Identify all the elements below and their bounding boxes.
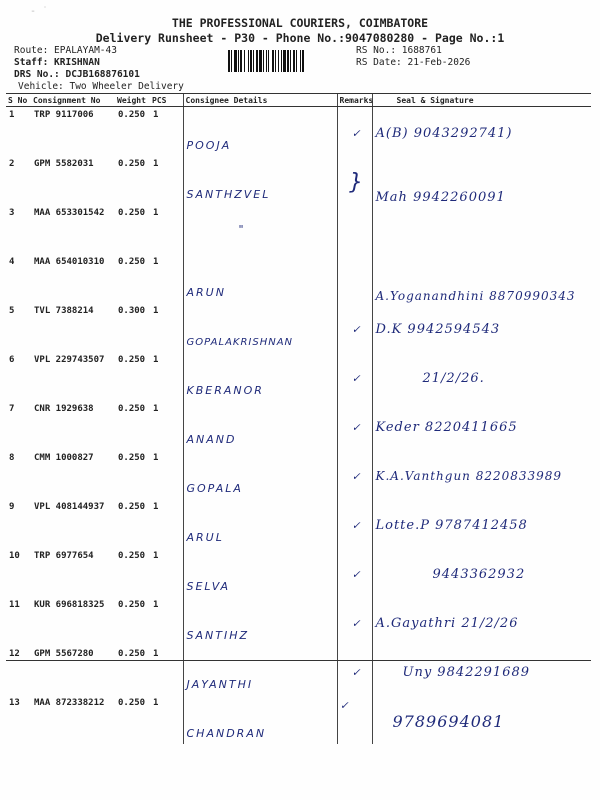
row-signature: D.K 9942594543	[375, 321, 501, 337]
row-weight: 0.250	[118, 110, 146, 120]
scan-mark: - ˙	[30, 6, 49, 17]
row-remark: ✓	[352, 616, 360, 630]
row-consignment: TRP 6977654	[34, 551, 94, 561]
row-sno: 11	[9, 600, 20, 610]
barcode-bar	[275, 50, 276, 72]
staff-label: Staff: KRISHNAN	[14, 57, 100, 68]
row-signature: Lotte.P 9787412458	[375, 517, 528, 533]
row-remark: ✓	[352, 371, 360, 385]
rs-date: RS Date: 21-Feb-2026	[356, 57, 471, 68]
row-sno: 7	[9, 404, 15, 414]
row-pcs: 1	[153, 698, 159, 708]
row-weight: 0.250	[118, 404, 146, 414]
row-pcs: 1	[153, 404, 159, 414]
row-signature: K.A.Vanthgun 8220833989	[375, 469, 563, 483]
barcode-bar	[278, 50, 279, 72]
row-remark: ✓	[352, 420, 360, 434]
row-consignee: ANAND	[186, 433, 237, 446]
row-remark: ✓	[352, 322, 360, 336]
row-weight: 0.250	[118, 453, 146, 463]
row-pcs: 1	[153, 355, 159, 365]
row-consignment: CMM 1000827	[34, 453, 94, 463]
runsheet-table	[6, 93, 591, 744]
row-sno: 1	[9, 110, 15, 120]
table-row	[6, 156, 591, 205]
col-weight: Weight	[115, 94, 150, 107]
table-row	[6, 352, 591, 401]
row-consignment: TRP 9117006	[34, 110, 94, 120]
row-consignee: ARUN	[186, 286, 226, 299]
row-signature: Uny 9842291689	[402, 664, 531, 680]
table-row	[6, 107, 591, 157]
barcode-bar	[296, 50, 297, 72]
row-consignment: GPM 5582031	[34, 159, 94, 169]
row-sno: 2	[9, 159, 15, 169]
barcode-bar	[238, 50, 239, 72]
row-consignment: VPL 408144937	[34, 502, 105, 512]
row-weight: 0.250	[118, 698, 146, 708]
row-remark: ✓	[340, 698, 348, 712]
barcode-bar	[248, 50, 249, 72]
barcode-bar	[240, 50, 242, 72]
barcode-bar	[244, 50, 245, 72]
row-consignment: KUR 696818325	[34, 600, 105, 610]
row-weight: 0.250	[118, 208, 146, 218]
row-pcs: 1	[153, 551, 159, 561]
barcode-bar	[302, 50, 304, 72]
barcode	[228, 50, 350, 72]
row-signature: A(B) 9043292741)	[375, 125, 513, 141]
barcode-bar	[266, 50, 267, 72]
barcode-bar	[300, 50, 301, 72]
table-row	[6, 254, 591, 303]
row-pcs: 1	[153, 600, 159, 610]
row-pcs: 1	[153, 502, 159, 512]
row-consignee: JAYANTHI	[186, 678, 254, 691]
table-row	[6, 646, 591, 695]
row-remark: ✓	[352, 567, 360, 581]
row-sno: 9	[9, 502, 15, 512]
company-title: THE PROFESSIONAL COURIERS, COIMBATORE	[171, 16, 429, 30]
row-consignment: VPL 229743507	[34, 355, 105, 365]
row-pcs: 1	[153, 649, 159, 659]
row-consignment: GPM 5567280	[34, 649, 94, 659]
col-sno: S No	[6, 94, 31, 107]
row-signature: 9789694081	[392, 711, 505, 731]
row-sno: 6	[9, 355, 15, 365]
rs-number: RS No.: 1688761	[356, 45, 442, 56]
drs-label: DRS No.: DCJB168876101	[14, 69, 140, 80]
row-sno: 10	[9, 551, 20, 561]
barcode-bar	[234, 50, 237, 72]
row-signature: A.Yoganandhini 8870990343	[375, 289, 576, 303]
row-pcs: 1	[153, 208, 159, 218]
table-row	[6, 303, 591, 352]
barcode-bar	[259, 50, 262, 72]
barcode-bar	[287, 50, 289, 72]
row-consignment: MAA 654010310	[34, 257, 105, 267]
row-weight: 0.300	[118, 306, 146, 316]
col-consignment: Consignment No	[31, 94, 115, 107]
col-pcs: PCS	[150, 94, 183, 107]
row-weight: 0.250	[118, 600, 146, 610]
table-row	[6, 548, 591, 597]
row-sno: 13	[9, 698, 20, 708]
row-consignment: CNR 1929638	[34, 404, 94, 414]
row-signature: 9443362932	[432, 566, 526, 582]
row-consignee: "	[238, 222, 246, 236]
row-pcs: 1	[153, 110, 159, 120]
row-remark: ✓	[352, 469, 360, 483]
barcode-bar	[263, 50, 264, 72]
row-weight: 0.250	[118, 355, 146, 365]
row-sno: 5	[9, 306, 15, 316]
row-signature: Mah 9942260091	[375, 190, 506, 205]
barcode-bar	[228, 50, 230, 72]
row-consignee: POOJA	[186, 139, 232, 152]
table-row	[6, 401, 591, 450]
barcode-bar	[293, 50, 295, 72]
row-signature: 21/2/26.	[422, 370, 485, 386]
row-consignment: MAA 653301542	[34, 208, 105, 218]
row-consignee: GOPALA	[186, 482, 243, 495]
table-row	[6, 450, 591, 499]
row-remark: ✓	[352, 126, 360, 140]
barcode-bar	[256, 50, 258, 72]
col-consignee: Consignee Details	[183, 94, 337, 107]
barcode-bar	[272, 50, 274, 72]
row-consignee: KBERANOR	[186, 384, 264, 397]
row-pcs: 1	[153, 306, 159, 316]
row-remark: ✓	[352, 518, 360, 532]
barcode-bar	[281, 50, 282, 72]
barcode-bar	[250, 50, 252, 72]
barcode-bar	[231, 50, 232, 72]
table-row	[6, 695, 591, 744]
row-signature: A.Gayathri 21/2/26	[375, 615, 519, 631]
barcode-bar	[253, 50, 254, 72]
row-consignee: CHANDRAN	[186, 727, 267, 740]
table-bottom-rule	[6, 660, 591, 661]
row-sno: 8	[9, 453, 15, 463]
row-sno: 3	[9, 208, 15, 218]
row-consignee: SELVA	[186, 580, 231, 593]
route-label: Route: EPALAYAM-43	[14, 45, 117, 56]
row-consignee: GOPALAKRISHNAN	[186, 337, 294, 348]
row-remark: }	[349, 169, 363, 195]
runsheet-subtitle: Delivery Runsheet - P30 - Phone No.:9047080280 - Page No.:1	[95, 31, 505, 45]
row-weight: 0.250	[118, 159, 146, 169]
row-weight: 0.250	[118, 551, 146, 561]
row-sno: 4	[9, 257, 15, 267]
col-seal: Seal & Signature	[372, 94, 591, 107]
row-weight: 0.250	[118, 649, 146, 659]
table-header-row	[6, 94, 591, 107]
table-row	[6, 499, 591, 548]
row-sno: 12	[9, 649, 20, 659]
row-pcs: 1	[153, 453, 159, 463]
row-consignee: ARUL	[186, 531, 224, 544]
barcode-bar	[290, 50, 291, 72]
row-remark: ✓	[352, 665, 360, 679]
row-consignee: SANTHZVEL	[186, 188, 271, 201]
table-row	[6, 597, 591, 646]
col-remarks: Remarks	[337, 94, 372, 107]
row-weight: 0.250	[118, 502, 146, 512]
barcode-bar	[268, 50, 269, 72]
row-signature: Keder 8220411665	[375, 419, 518, 435]
row-consignee: SANTIHZ	[186, 629, 250, 642]
row-consignment: MAA 872338212	[34, 698, 105, 708]
barcode-bar	[283, 50, 286, 72]
row-pcs: 1	[153, 159, 159, 169]
row-pcs: 1	[153, 257, 159, 267]
vehicle-label: Vehicle: Two Wheeler Delivery	[18, 81, 184, 92]
row-weight: 0.250	[118, 257, 146, 267]
row-consignment: TVL 7388214	[34, 306, 94, 316]
table-row	[6, 205, 591, 254]
